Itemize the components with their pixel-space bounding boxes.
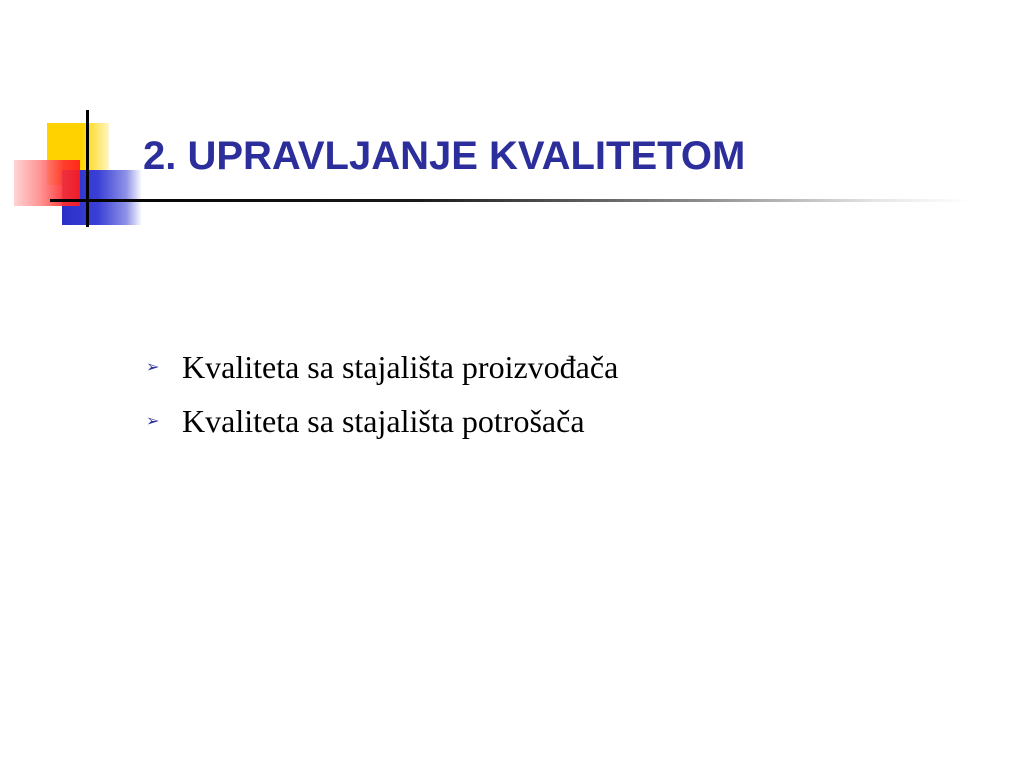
list-item [146,394,618,448]
decorative-squares-logo [0,0,160,240]
bullet-text: Kvaliteta sa stajališta proizvođača [182,348,619,385]
vertical-rule [86,110,89,227]
arrowhead-bullet-icon: ➢ [146,357,160,376]
bullet-list [146,340,618,448]
title-underline-rule [50,199,970,202]
slide-title: 2. UPRAVLJANJE KVALITETOM [143,134,746,178]
list-item [146,340,618,394]
bullet-text: Kvaliteta sa stajališta potrošača [182,402,585,439]
arrowhead-bullet-icon: ➢ [146,411,160,430]
